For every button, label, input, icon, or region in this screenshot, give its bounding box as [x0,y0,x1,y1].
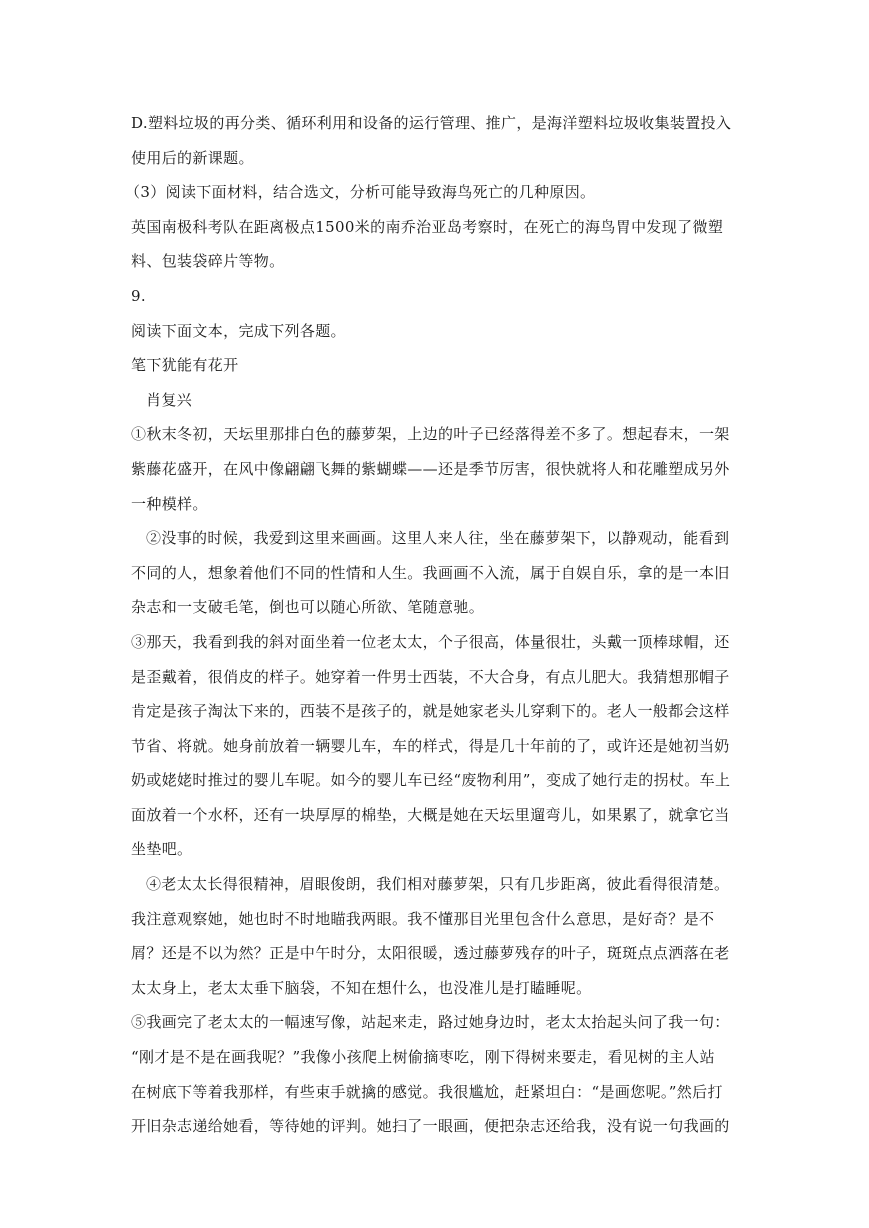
question-number: 9. [131,286,147,305]
paragraph-2 [131,521,731,625]
paragraph-line: 奶或姥姥时推过的婴儿车呢。如今的婴儿车已经“废物利用”，变成了她行走的拐杖。车上 [131,771,731,790]
option-d-line-1: D.塑料垃圾的再分类、循环利用和设备的运行管理、推广，是海洋塑料垃圾收集装置投入 [131,114,731,132]
paragraph-line: 肯定是孩子淘汰下来的，西装不是孩子的，就是她家老头儿穿剩下的。老人一般都会这样 [131,702,730,721]
paragraph-line: 屑？还是不以为然？正是中午时分，太阳很暖，透过藤萝残存的叶子，斑斑点点洒落在老 [131,944,730,963]
paragraph-line: ⑤我画完了老太太的一幅速写像，站起来走，路过她身边时，老太太抬起头问了我一句： [131,1013,730,1032]
paragraph-line: 太太身上，老太太垂下脑袋，不知在想什么，也没准儿是打瞌睡呢。 [131,978,592,997]
document-page [125,106,731,1144]
paragraph-line: 我注意观察她，她也时不时地瞄我两眼。我不懂那目光里包含什么意思，是好奇？是不 [131,909,715,928]
paragraph-5 [131,1005,731,1143]
question-instruction: 阅读下面文本，完成下列各题。 [131,321,346,340]
paragraph-4 [131,867,731,1005]
paragraph-line: “刚才是不是在画我呢？”我像小孩爬上树偷摘枣吃，刚下得树来要走，看见树的主人站 [131,1048,715,1067]
paragraph-line: 面放着一个水杯，还有一块厚厚的棉垫，大概是她在天坛里遛弯儿，如果累了，就拿它当 [131,805,730,824]
paragraph-line: ②没事的时候，我爱到这里来画画。这里人来人往，坐在藤萝架下，以静观动，能看到 [146,529,730,548]
paragraph-line: 在树底下等着我那样，有些束手就擒的感觉。我很尴尬，赶紧坦白：“是画您呢。”然后打 [131,1082,723,1101]
paragraph-line: ④老太太长得很精神，眉眼俊朗，我们相对藤萝架，只有几步距离，彼此看得很清楚。 [146,875,730,894]
paragraph-line: 杂志和一支破毛笔，倒也可以随心所欲、笔随意驰。 [131,598,485,617]
article-author: 肖复兴 [146,390,193,409]
question8-option-d [131,106,731,175]
material-line-1: 英国南极科考队在距离极点1500米的南乔治亚岛考察时，在死亡的海鸟胃中发现了微塑 [131,217,724,236]
question8-part3 [125,175,731,279]
paragraph-line: 节省、将就。她身前放着一辆婴儿车，车的样式，得是几十年前的了，或许还是她初当奶 [131,736,730,755]
paragraph-line: 开旧杂志递给她看，等待她的评判。她扫了一眼画，便把杂志还给我，没有说一句我画的 [131,1117,730,1136]
material-line-2: 料、包装袋碎片等物。 [131,252,285,271]
paragraph-line: ③那天，我看到我的斜对面坐着一位老太太，个子很高，体量很壮，头戴一顶棒球帽，还 [131,632,730,651]
article-title: 笔下犹能有花开 [131,356,239,375]
paragraph-line: 不同的人，想象着他们不同的性情和人生。我画画不入流，属于自娱自乐，拿的是一本旧 [131,563,730,582]
paragraph-1 [131,417,731,521]
paragraph-line: 是歪戴着，很俏皮的样子。她穿着一件男士西装，不大合身，有点儿肥大。我猜想那帽子 [131,667,730,686]
option-d-line-2: 使用后的新课题。 [131,148,254,167]
question9 [131,279,731,1144]
paragraph-line: 坐垫吧。 [131,840,193,859]
part3-prompt: （3）阅读下面材料，结合选文，分析可能导致海鸟死亡的几种原因。 [125,183,596,202]
paragraph-3 [131,625,731,867]
paragraph-line: 一种模样。 [131,494,208,513]
paragraph-line: ①秋末冬初，天坛里那排白色的藤萝架，上边的叶子已经落得差不多了。想起春末，一架 [131,425,730,444]
paragraph-line: 紫藤花盛开，在风中像翩翩飞舞的紫蝴蝶——还是季节厉害，很快就将人和花雕塑成另外 [131,459,730,478]
